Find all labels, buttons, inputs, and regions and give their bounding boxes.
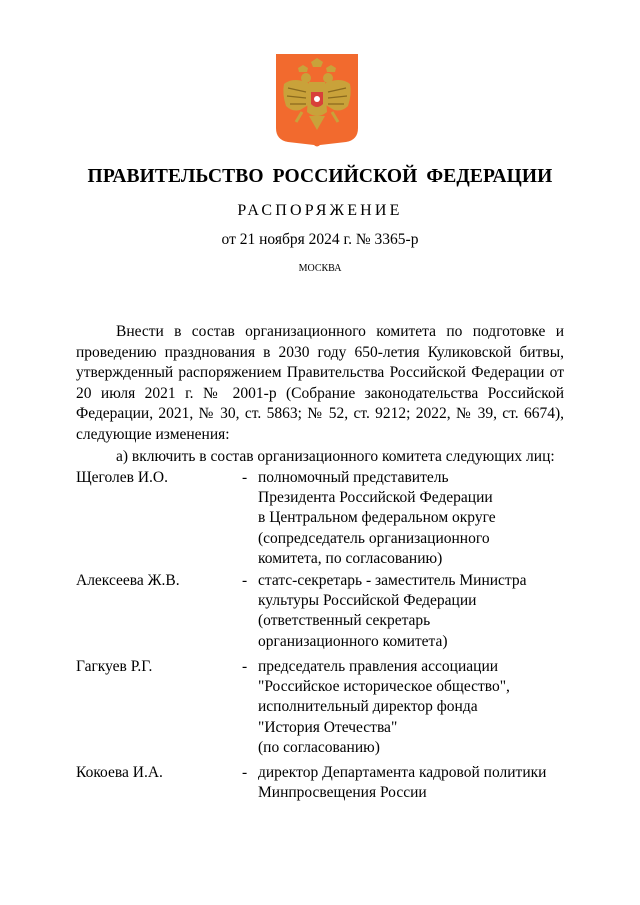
coat-of-arms-icon [276,54,358,148]
document-type: РАСПОРЯЖЕНИЕ [237,202,403,219]
member-dash: - [242,469,248,486]
role-line: председатель правления ассоциации [258,658,499,675]
role-line: "История Отечества" [258,718,398,736]
document-city: МОСКВА [298,263,342,274]
coat-of-arms-shield [276,54,358,148]
member-role [258,763,568,803]
role-line: статс-секретарь - заместитель Министра [258,572,527,589]
member-dash: - [242,572,248,589]
member-role [258,468,568,569]
role-line: Президента Российской Федерации [258,489,493,507]
role-line: организационного комитета) [258,632,448,650]
role-line: полномочный представитель [258,469,449,486]
role-line: исполнительный директор фонда [258,698,478,716]
item-a-text: а) включить в состав организационного комитета следующих лиц: [116,448,555,465]
document-date-number: от 21 ноября 2024 г. № 3365-р [221,231,419,248]
member-name: Щеголев И.О. [76,469,168,486]
role-line: (ответственный секретарь [258,612,431,630]
role-line: директор Департамента кадровой политики [258,764,547,781]
member-dash: - [242,658,248,675]
role-line: Минпросвещения России [258,784,427,802]
member-role [258,571,568,652]
role-line: в Центральном федеральном округе [258,509,496,527]
role-line: (сопредседатель организационного [258,529,490,547]
role-line: комитета, по согласованию) [258,549,443,567]
role-line: "Российское историческое общество", [258,678,510,696]
member-dash: - [242,764,248,781]
member-name: Кокоева И.А. [76,764,163,781]
preamble-paragraph: Внести в состав организационного комитета по подготовке и проведению празднования в 2030 году 650-летия Куликовской битвы, утвержденный распоряжением Правительства Российской Федерации от 20 июля 2021 г. № 2001-р (Собрание законодательства Российской Федерации, 2021, № 30, ст. 5863; № 52, ст. 9212; 2022, № 39, ст. 6674), следующие изменения: [76,323,564,443]
member-name: Алексеева Ж.В. [76,572,180,589]
member-role [258,657,568,758]
government-title: ПРАВИТЕЛЬСТВО РОССИЙСКОЙ ФЕДЕРАЦИИ [87,166,553,187]
role-line: культуры Российской Федерации [258,592,477,610]
role-line: (по согласованию) [258,738,380,756]
member-name: Гагкуев Р.Г. [76,658,153,675]
